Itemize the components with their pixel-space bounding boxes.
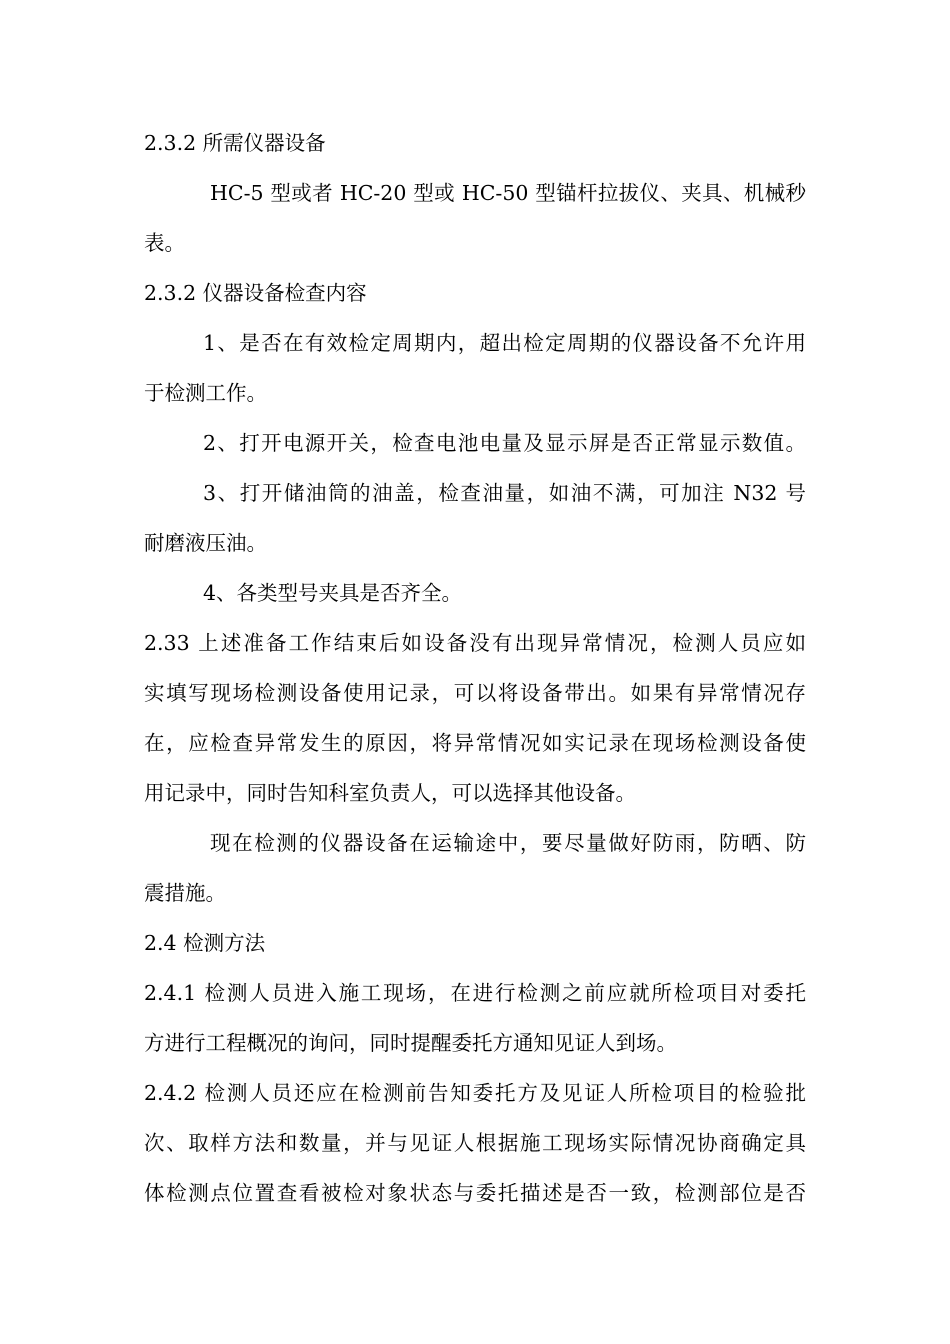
paragraph-line: 方进行工程概况的询问，同时提醒委托方通知见证人到场。	[144, 1031, 677, 1055]
paragraph-line: 实填写现场检测设备使用记录，可以将设备带出。如果有异常情况存	[144, 681, 806, 705]
paragraph-transport: 现在检测的仪器设备在运输途中，要尽量做好防雨，防晒、防	[210, 831, 806, 855]
document-page	[144, 118, 806, 1218]
paragraph-2-4-1: 2.4.1 检测人员进入施工现场，在进行检测之前应就所检项目对委托	[144, 981, 806, 1005]
paragraph-line: 表。	[144, 231, 185, 255]
paragraph-2-33: 2.33 上述准备工作结束后如设备没有出现异常情况，检测人员应如	[144, 631, 806, 655]
heading-2-4-methods: 2.4 检测方法	[144, 931, 266, 955]
paragraph-line: 在，应检查异常发生的原因，将异常情况如实记录在现场检测设备使	[144, 731, 806, 755]
paragraph-line: 体检测点位置查看被检对象状态与委托描述是否一致，检测部位是否	[144, 1181, 806, 1205]
paragraph-line: 次、取样方法和数量，并与见证人根据施工现场实际情况协商确定具	[144, 1131, 806, 1155]
paragraph-2-4-2: 2.4.2 检测人员还应在检测前告知委托方及见证人所检项目的检验批	[144, 1081, 806, 1105]
paragraph-line: 用记录中，同时告知科室负责人，可以选择其他设备。	[144, 781, 636, 805]
list-item-3: 3、打开储油筒的油盖，检查油量，如油不满，可加注 N32 号	[203, 481, 806, 505]
list-item-3-continued: 耐磨液压油。	[144, 531, 267, 555]
list-item-4: 4、各类型号夹具是否齐全。	[203, 581, 463, 605]
heading-2-3-2-inspection: 2.3.2 仪器设备检查内容	[144, 281, 367, 305]
paragraph-line: 震措施。	[144, 881, 226, 905]
list-item-1-continued: 于检测工作。	[144, 381, 267, 405]
paragraph-line: HC-5 型或者 HC-20 型或 HC-50 型锚杆拉拔仪、夹具、机械秒	[210, 181, 806, 205]
heading-2-3-2-instruments: 2.3.2 所需仪器设备	[144, 131, 326, 155]
list-item-2: 2、打开电源开关，检查电池电量及显示屏是否正常显示数值。	[203, 431, 806, 455]
list-item-1: 1、是否在有效检定周期内，超出检定周期的仪器设备不允许用	[203, 331, 806, 355]
